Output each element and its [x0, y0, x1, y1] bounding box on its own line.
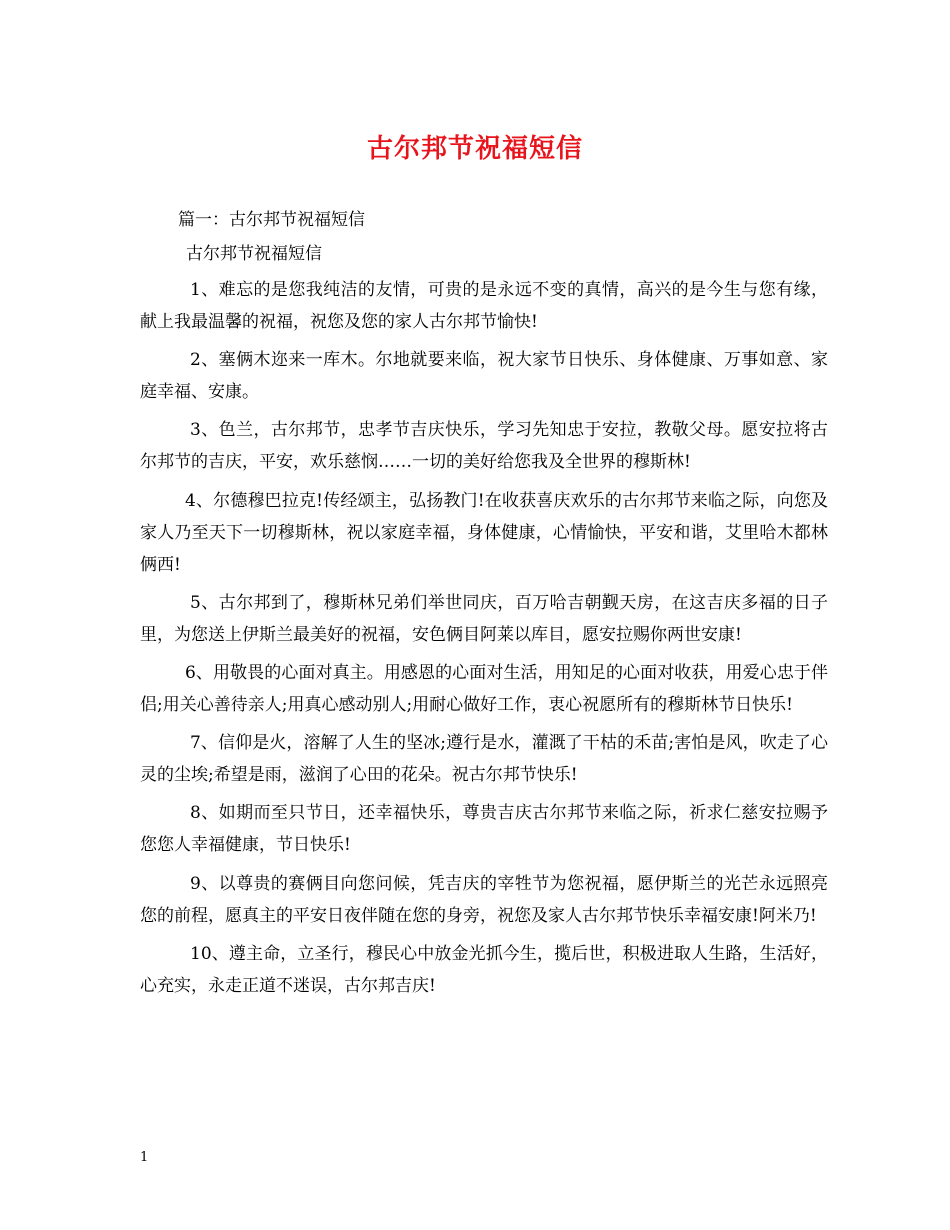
- paragraph-6: 6、用敬畏的心面对真主。用感恩的心面对生活，用知足的心面对收获，用爱心忠于伴侣;用关心善待亲人;用真心感动别人;用耐心做好工作，衷心祝愿所有的穆斯林节日快乐!: [140, 662, 828, 715]
- paragraph-8: 8、如期而至只节日，还幸福快乐，尊贵吉庆古尔邦节来临之际，祈求仁慈安拉赐予您您人幸福健康，节日快乐!: [140, 803, 828, 856]
- page-title: 古尔邦节祝福短信: [366, 134, 583, 164]
- paragraph-4: 4、尔德穆巴拉克!传经颂主，弘扬教门!在收获喜庆欢乐的古尔邦节来临之际，向您及家人乃至天下一切穆斯林，祝以家庭幸福，身体健康，心情愉快，平安和谐，艾里哈木都林俩西!: [140, 490, 828, 575]
- paragraph-5: 5、古尔邦到了，穆斯林兄弟们举世同庆，百万哈吉朝觐天房，在这吉庆多福的日子里，为您送上伊斯兰最美好的祝福，安色俩目阿莱以库目，愿安拉赐你两世安康!: [140, 592, 828, 645]
- page-number: 1: [140, 1150, 149, 1165]
- paragraph-10: 10、遵主命，立圣行，穆民心中放金光抓今生，揽后世，积极进取人生路，生活好，心充实，永走正道不迷误，古尔邦吉庆!: [140, 943, 828, 996]
- paragraph-9: 9、以尊贵的赛俩目向您问候，凭吉庆的宰牲节为您祝福，愿伊斯兰的光芒永远照亮您的前程，愿真主的平安日夜伴随在您的身旁，祝您及家人古尔邦节快乐幸福安康!阿米乃!: [140, 873, 828, 926]
- paragraph-3: 3、色兰，古尔邦节，忠孝节吉庆快乐，学习先知忠于安拉，教敬父母。愿安拉将古尔邦节的吉庆，平安，欢乐慈悯……一切的美好给您我及全世界的穆斯林!: [140, 420, 828, 473]
- paragraph-1: 1、难忘的是您我纯洁的友情，可贵的是永远不变的真情，高兴的是今生与您有缘，献上我最温馨的祝福，祝您及您的家人古尔邦节愉快!: [140, 280, 828, 332]
- section-subtitle: 古尔邦节祝福短信: [186, 244, 322, 264]
- section-heading: 篇一：古尔邦节祝福短信: [178, 210, 365, 230]
- paragraph-2: 2、塞俩木迩来一库木。尔地就要来临，祝大家节日快乐、身体健康、万事如意、家庭幸福、安康。: [140, 350, 828, 403]
- paragraph-7: 7、信仰是火，溶解了人生的坚冰;遵行是水，灌溉了干枯的禾苗;害怕是风，吹走了心灵的尘埃;希望是雨，滋润了心田的花朵。祝古尔邦节快乐!: [140, 733, 828, 786]
- document-body: [140, 274, 828, 1008]
